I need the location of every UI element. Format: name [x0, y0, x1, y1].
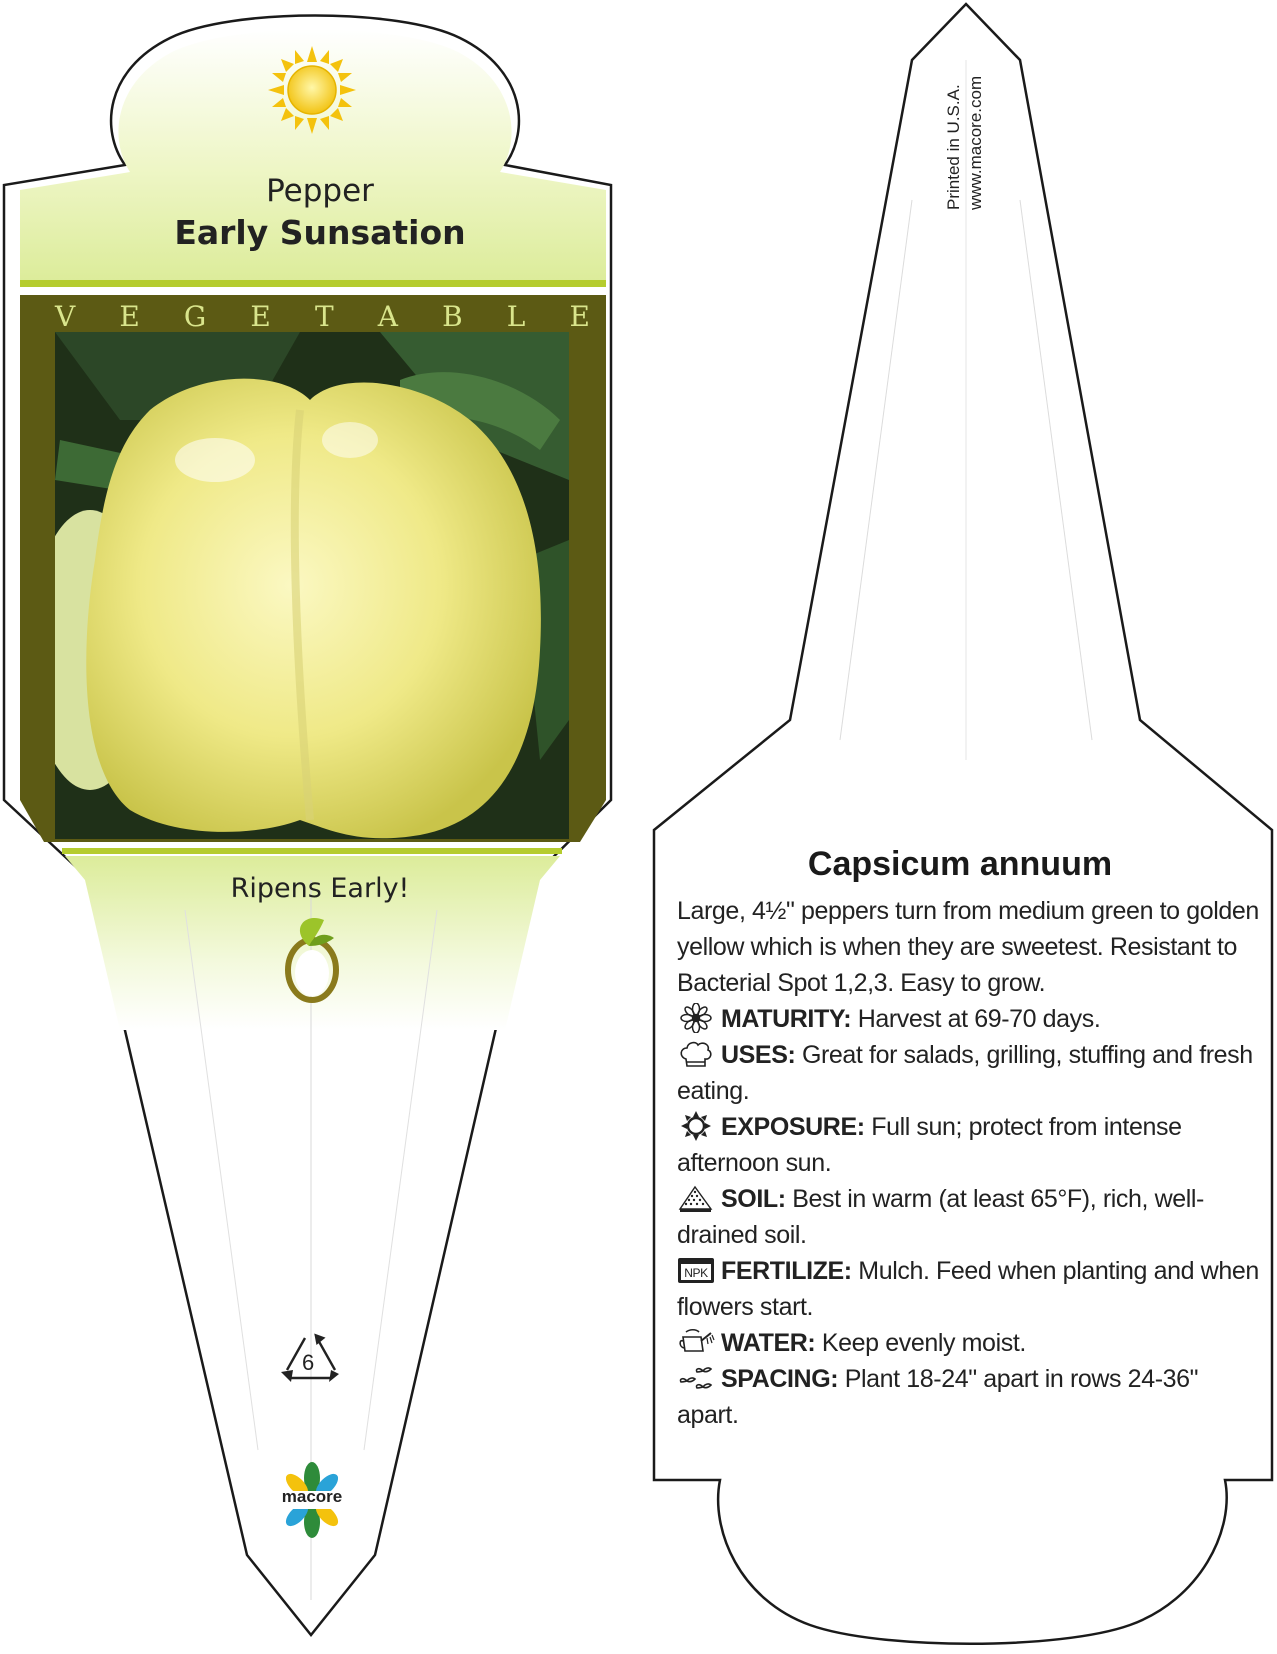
sun-exposure-icon — [677, 1111, 715, 1141]
detail-exposure — [677, 1109, 1262, 1181]
detail-text: Keep evenly moist. — [821, 1329, 1026, 1357]
category-letter: L — [506, 300, 526, 333]
detail-label: FERTILIZE: — [721, 1257, 852, 1285]
flower-icon — [677, 1003, 715, 1033]
recycle-number: 6 — [302, 1350, 315, 1375]
tagline-divider — [62, 848, 562, 854]
watering-can-icon — [677, 1327, 715, 1357]
detail-fertilize — [677, 1253, 1262, 1325]
tagline: Ripens Early! — [230, 873, 410, 904]
detail-spacing — [677, 1361, 1262, 1433]
sun-icon — [268, 46, 356, 134]
common-name: Pepper — [266, 173, 374, 209]
detail-label: SOIL: — [721, 1185, 786, 1213]
detail-text: Mulch. Feed when planting and when flowers start. — [677, 1257, 1259, 1321]
chef-hat-icon — [677, 1039, 715, 1069]
website: www.macore.com — [966, 75, 985, 210]
printed-in: Printed in U.S.A. — [944, 84, 963, 210]
detail-text: Full sun; protect from intense afternoon sun. — [677, 1113, 1182, 1177]
header-divider — [20, 280, 606, 287]
detail-maturity — [677, 1001, 1262, 1037]
botanical-name: Capsicum annuum — [807, 845, 1113, 883]
detail-label: SPACING: — [721, 1365, 839, 1393]
category-letter: E — [569, 300, 590, 333]
category-letter: B — [442, 300, 463, 333]
detail-label: WATER: — [721, 1329, 816, 1357]
detail-label: USES: — [721, 1041, 796, 1069]
category-label — [55, 300, 590, 333]
detail-uses — [677, 1037, 1262, 1109]
pepper-photo — [30, 332, 569, 839]
brand-name: macore — [281, 1487, 343, 1506]
detail-water — [677, 1325, 1262, 1361]
variety-name: Early Sunsation — [174, 213, 466, 252]
detail-soil — [677, 1181, 1262, 1253]
category-letter: V — [55, 300, 76, 333]
npk-icon — [677, 1255, 715, 1285]
detail-text: Harvest at 69-70 days. — [857, 1005, 1101, 1033]
detail-text: Plant 18-24" apart in rows 24-36" apart. — [677, 1365, 1199, 1429]
seedling-spacing-icon — [677, 1363, 715, 1393]
category-letter: E — [119, 300, 140, 333]
soil-icon — [677, 1183, 715, 1213]
npk-icon-text: NPK — [684, 1266, 708, 1280]
printed-info — [943, 76, 987, 210]
description: Large, 4½" peppers turn from medium green to golden yellow which is when they are sweetest. Resistant to Bacterial Spot 1,2,3. Easy to grow. — [677, 897, 1259, 997]
category-letter: G — [183, 300, 207, 333]
category-letter: T — [314, 300, 334, 333]
detail-label: EXPOSURE: — [721, 1113, 865, 1141]
detail-text: Great for salads, grilling, stuffing and fresh eating. — [677, 1041, 1253, 1105]
category-letter: E — [250, 300, 271, 333]
plant-details — [677, 893, 1262, 1433]
detail-text: Best in warm (at least 65°F), rich, well-drained soil. — [677, 1185, 1204, 1249]
category-letter: A — [377, 300, 398, 333]
detail-label: MATURITY: — [721, 1005, 852, 1033]
